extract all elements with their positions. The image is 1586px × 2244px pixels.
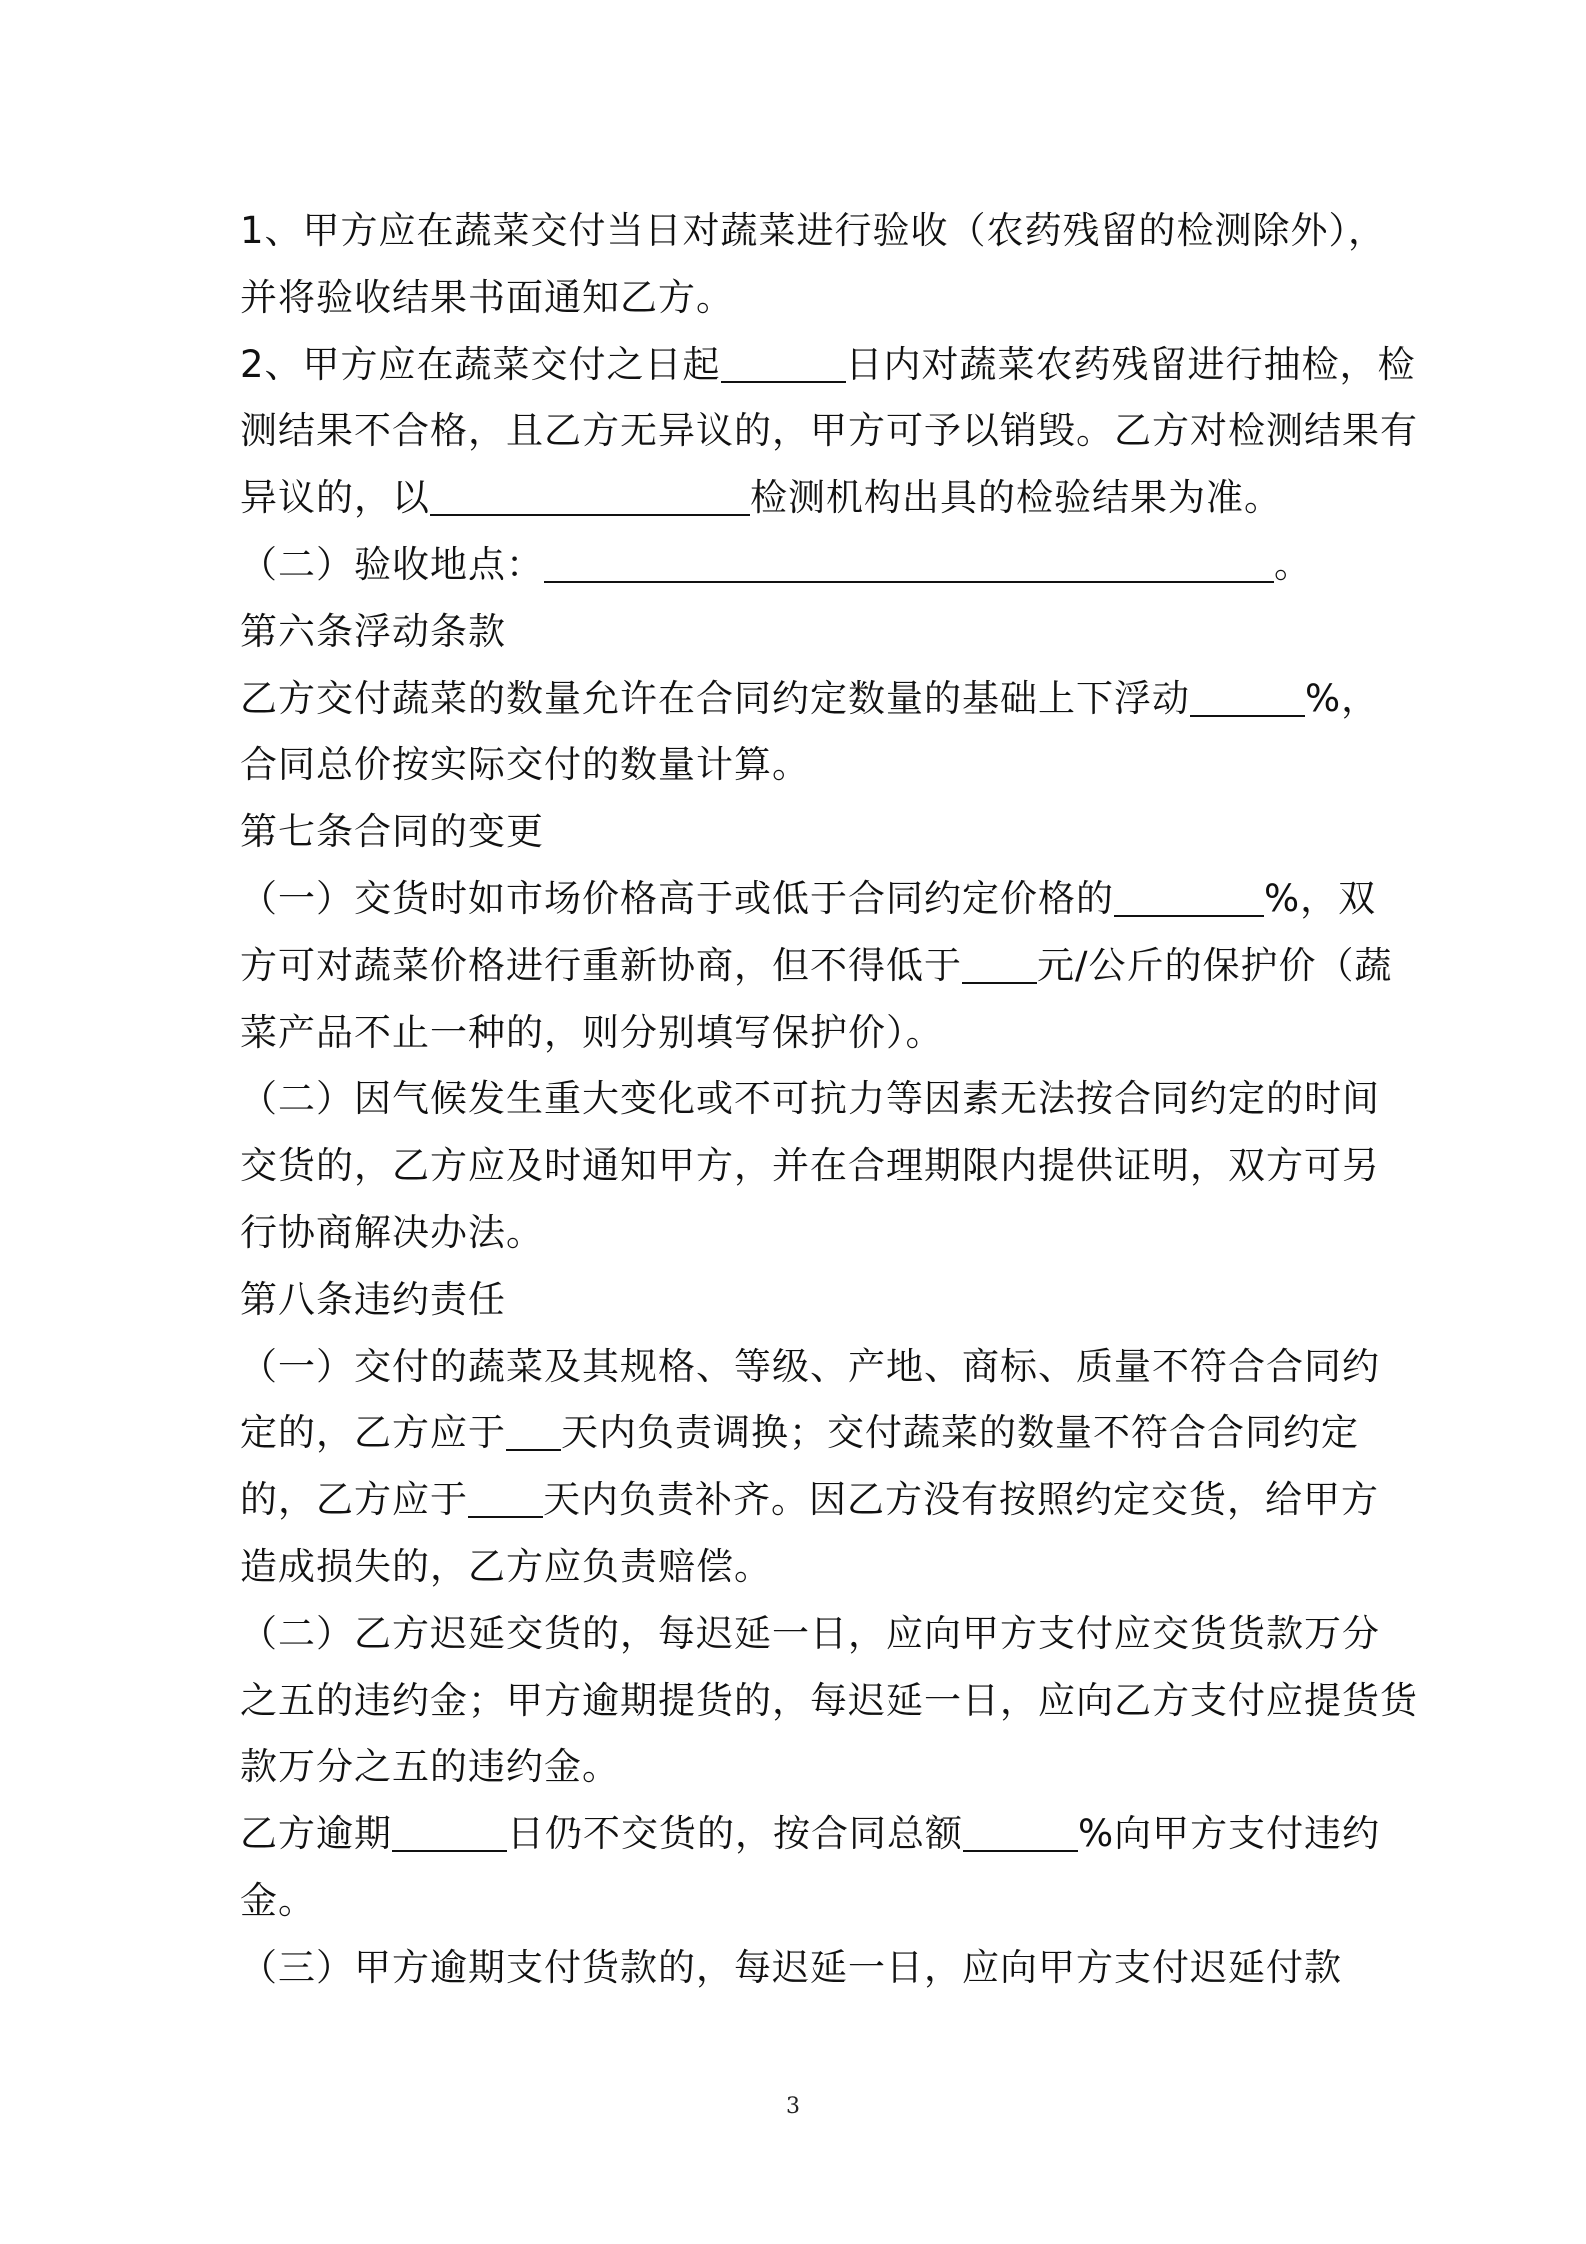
text-line: 之五的违约金；甲方逾期提货的，每迟延一日，应向乙方支付应提货货: [240, 1678, 1418, 1722]
section-heading: 第八条违约责任: [240, 1277, 506, 1321]
text-line: 款万分之五的违约金。: [240, 1745, 620, 1789]
fill-in-blank-percent: [1114, 871, 1264, 917]
text-line: 定的，乙方应于 天内负责调换；交付蔬菜的数量不符合合同约定: [240, 1400, 1350, 1467]
text-line: 测结果不合格，且乙方无异议的，甲方可予以销毁。乙方对检测结果有: [240, 409, 1418, 453]
fill-in-blank-percent: [1190, 671, 1305, 717]
text-line: 的，乙方应于 天内负责补齐。因乙方没有按照约定交货，给甲方: [240, 1467, 1350, 1534]
text-line: （二）因气候发生重大变化或不可抗力等因素无法按合同约定的时间: [240, 1077, 1380, 1121]
text-line: 造成损失的，乙方应负责赔偿。: [240, 1544, 772, 1588]
text-line: 合同总价按实际交付的数量计算。: [240, 743, 810, 787]
page-number: 3: [786, 2094, 800, 2119]
fill-in-blank-percent: [963, 1806, 1078, 1852]
text-line: 方可对蔬菜价格进行重新协商，但不得低于 元/公斤的保护价（蔬: [240, 933, 1350, 1000]
section-heading: 第七条合同的变更: [240, 810, 544, 854]
fill-in-blank-days: [506, 1405, 561, 1451]
fill-in-blank-days: [392, 1806, 507, 1852]
text-line: （一）交付的蔬菜及其规格、等级、产地、商标、质量不符合合同约: [240, 1344, 1380, 1388]
text-line: 菜产品不止一种的，则分别填写保护价）。: [240, 1010, 944, 1054]
fill-in-blank-location: [544, 537, 1274, 583]
text-line: 异议的，以 检测机构出具的检验结果为准。: [240, 465, 1350, 532]
text-line: （一）交货时如市场价格高于或低于合同约定价格的 %，双: [240, 866, 1350, 933]
document-body: [240, 198, 1418, 2002]
text-line: 行协商解决办法。: [240, 1210, 544, 1254]
text-line: 2、甲方应在蔬菜交付之日起 日内对蔬菜农药残留进行抽检，检: [240, 332, 1350, 399]
text-line: 并将验收结果书面通知乙方。: [240, 275, 734, 319]
section-heading: 第六条浮动条款: [240, 609, 506, 653]
text-line: 金。: [240, 1878, 316, 1922]
text-line: 乙方交付蔬菜的数量允许在合同约定数量的基础上下浮动 %，: [240, 666, 1350, 733]
text-line: （三）甲方逾期支付货款的，每迟延一日，应向甲方支付迟延付款: [240, 1945, 1342, 1989]
text-line: （二）验收地点： 。: [240, 532, 1350, 599]
fill-in-blank-price: [962, 938, 1037, 984]
text-line: （二）乙方迟延交货的，每迟延一日，应向甲方支付应交货货款万分: [240, 1611, 1380, 1655]
fill-in-blank-days: [721, 337, 846, 383]
text-line: 乙方逾期 日仍不交货的，按合同总额 %向甲方支付违约: [240, 1801, 1350, 1868]
fill-in-blank-days: [468, 1472, 543, 1518]
fill-in-blank-institution: [430, 470, 750, 516]
text-line: 1、甲方应在蔬菜交付当日对蔬菜进行验收（农药残留的检测除外），: [240, 209, 1387, 252]
text-line: 交货的，乙方应及时通知甲方，并在合理期限内提供证明，双方可另: [240, 1144, 1380, 1188]
